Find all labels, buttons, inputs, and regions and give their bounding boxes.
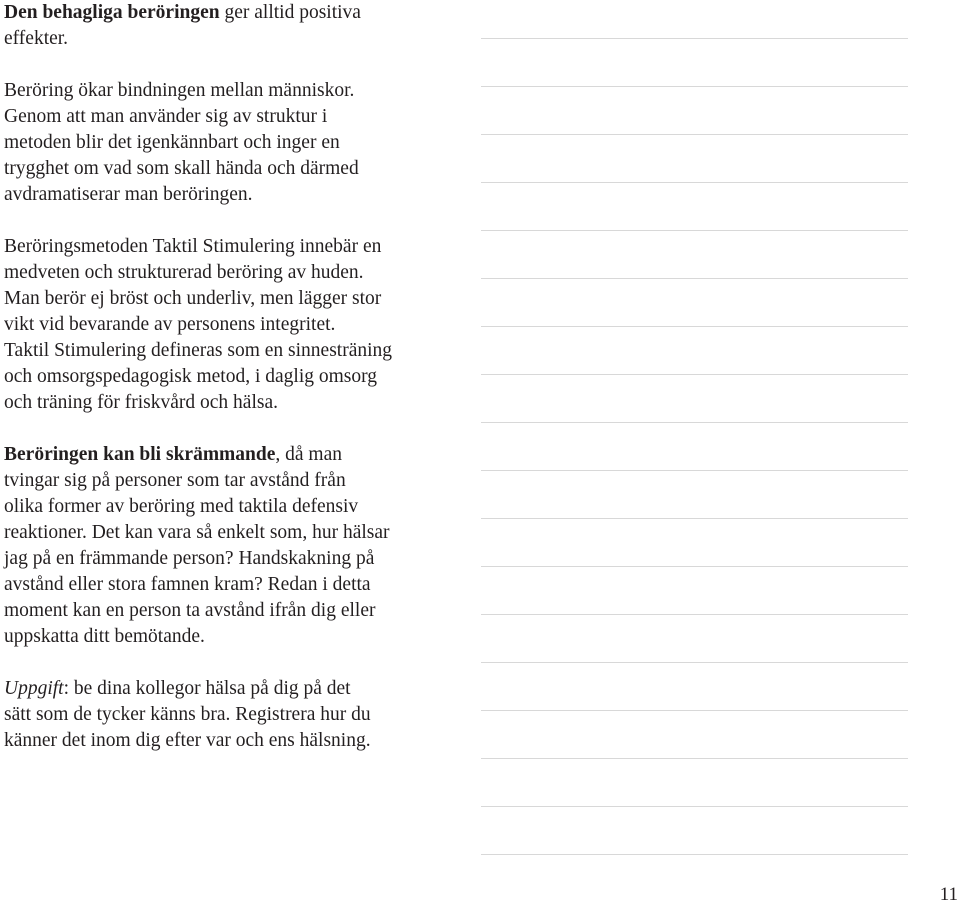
paragraph-line: reaktioner. Det kan vara så enkelt som, hur hälsar	[4, 522, 390, 543]
paragraph-line: Man berör ej bröst och underliv, men lägger stor	[4, 288, 382, 309]
fear-paragraph	[4, 442, 474, 650]
paragraph-line: metoden blir det igenkännbart och inger en	[4, 132, 340, 153]
intro-line: ger alltid positiva	[219, 2, 361, 23]
paragraph-line: tvingar sig på personer som tar avstånd från	[4, 470, 346, 491]
paragraph-line: olika former av beröring med taktila defensiv	[4, 496, 359, 517]
writing-line	[481, 182, 908, 183]
paragraph-line: avstånd eller stora famnen kram? Redan i detta	[4, 574, 371, 595]
paragraph-line: moment kan en person ta avstånd ifrån dig eller	[4, 600, 376, 621]
paragraph-line: jag på en främmande person? Handskakning på	[4, 548, 375, 569]
writing-line	[481, 470, 908, 471]
paragraph-line: Genom att man använder sig av struktur i	[4, 106, 328, 127]
paragraph-line: : be dina kollegor hälsa på dig på det	[63, 678, 351, 699]
paragraph-line: känner det inom dig efter var och ens hälsning.	[4, 730, 371, 751]
writing-line	[481, 134, 908, 135]
paragraph-line: Beröring ökar bindningen mellan människor.	[4, 80, 355, 101]
writing-line	[481, 614, 908, 615]
writing-line	[481, 806, 908, 807]
task-paragraph	[4, 676, 474, 754]
intro-line: effekter.	[4, 28, 69, 49]
writing-line	[481, 374, 908, 375]
paragraph-line: trygghet om vad som skall hända och därmed	[4, 158, 359, 179]
paragraph-line: Taktil Stimulering defineras som en sinnesträning	[4, 340, 393, 361]
writing-line	[481, 278, 908, 279]
writing-line	[481, 326, 908, 327]
writing-line	[481, 230, 908, 231]
method-paragraph	[4, 234, 474, 416]
paragraph-line: , då man	[275, 444, 343, 465]
task-label: Uppgift	[4, 678, 64, 699]
fear-heading: Beröringen kan bli skrämmande	[4, 444, 276, 465]
writing-line	[481, 38, 908, 39]
writing-line	[481, 662, 908, 663]
writing-line	[481, 758, 908, 759]
writing-line	[481, 854, 908, 855]
paragraph-line: och träning för friskvård och hälsa.	[4, 392, 278, 413]
paragraph-line: Beröringsmetoden Taktil Stimulering innebär en	[4, 236, 382, 257]
page-number: 11	[939, 884, 958, 905]
intro-heading: Den behagliga beröringen	[4, 2, 220, 23]
notes-lines-area	[481, 0, 908, 909]
text-column	[4, 0, 474, 754]
paragraph-line: medveten och strukturerad beröring av huden.	[4, 262, 364, 283]
writing-line	[481, 422, 908, 423]
writing-line	[481, 518, 908, 519]
paragraph-line: sätt som de tycker känns bra. Registrera hur du	[4, 704, 371, 725]
bonding-paragraph	[4, 78, 474, 208]
paragraph-line: och omsorgspedagogisk metod, i daglig omsorg	[4, 366, 378, 387]
writing-line	[481, 86, 908, 87]
intro-paragraph	[4, 0, 474, 52]
paragraph-line: avdramatiserar man beröringen.	[4, 184, 253, 205]
paragraph-line: vikt vid bevarande av personens integritet.	[4, 314, 336, 335]
writing-line	[481, 566, 908, 567]
paragraph-line: uppskatta ditt bemötande.	[4, 626, 205, 647]
writing-line	[481, 710, 908, 711]
